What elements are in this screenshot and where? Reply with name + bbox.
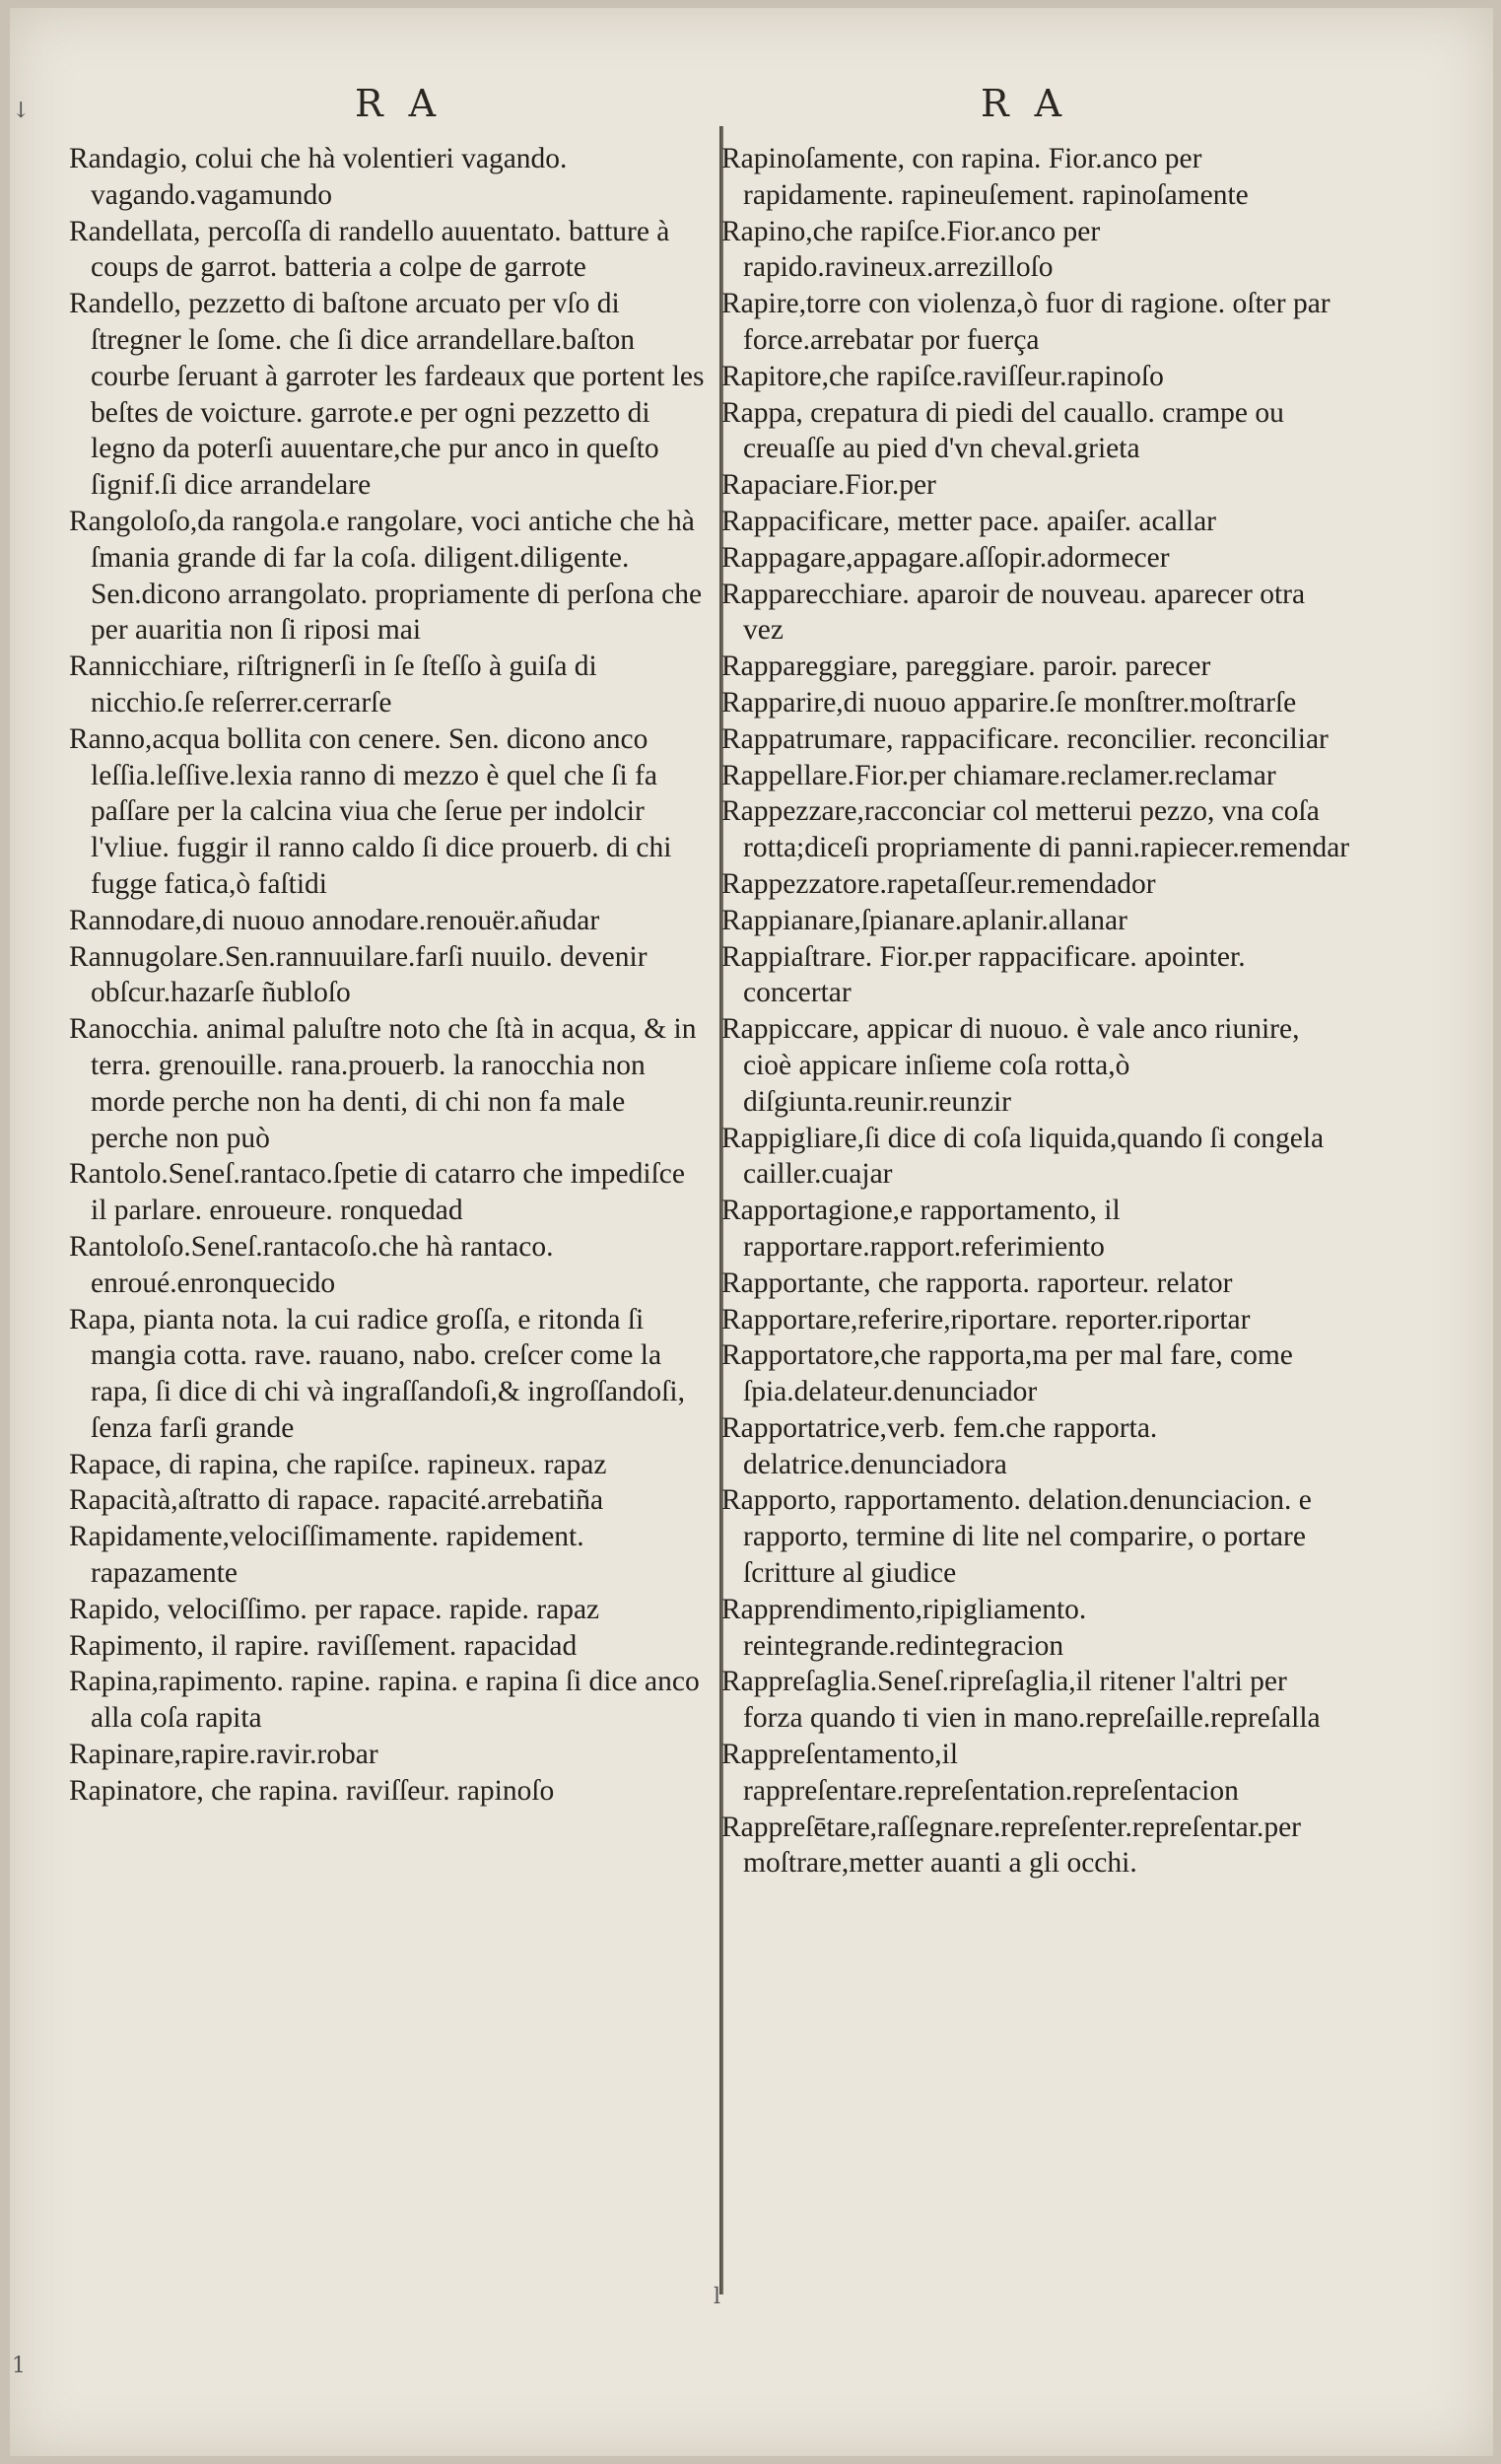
- dictionary-entry: Rapina,rapimento. rapine. rapina. e rapina ſi dice anco alla coſa rapita: [69, 1666, 700, 1735]
- dictionary-entry: Rapportante, che rapporta. raporteur. relator: [721, 1266, 1233, 1299]
- margin-mark-top: ↓: [12, 99, 31, 123]
- dictionary-entry: Rappagare,appagare.aſſopir.adormecer: [721, 541, 1170, 574]
- dictionary-entry: Rappiccare, appicar di nuouo. è vale anco riunire, cioè appicare inſieme coſa rotta,ò diſgiunta.reunir.reunzir: [721, 1013, 1300, 1118]
- dictionary-entry: Randagio, colui che hà volentieri vagando. vagando.vagamundo: [69, 143, 568, 211]
- dictionary-entry: Rapprendimento,ripigliamento. reintegrande.redintegracion: [721, 1593, 1087, 1662]
- dictionary-entry: Randellata, percoſſa di randello auuentato. batture à coups de garrot. batteria a colpe de garrote: [69, 215, 670, 284]
- dictionary-entry: Rapaciare.Fior.per: [721, 469, 936, 502]
- dictionary-entry: Rapimento, il rapire. raviſſement. rapacidad: [69, 1629, 578, 1662]
- dictionary-entry: Rapparire,di nuouo apparire.ſe monſtrer.moſtrarſe: [721, 686, 1297, 719]
- dictionary-entry: Rantolo.Seneſ.rantaco.ſpetie di catarro che impediſce il parlare. enroueure. ronquedad: [69, 1158, 685, 1227]
- dictionary-entry: Rapire,torre con violenza,ò fuor di ragione. oſter par force.arrebatar por fuerça: [721, 288, 1330, 356]
- dictionary-entry: Rapportagione,e rapportamento, il rapportare.rapport.referimiento: [721, 1195, 1121, 1263]
- dictionary-entry: Rappezzare,racconciar col metterui pezzo, vna coſa rotta;diceſi propriamente di panni.rapiecer.remendar: [721, 795, 1350, 864]
- dictionary-entry: Rapacità,aſtratto di rapace. rapacité.arrebatiña: [69, 1484, 604, 1517]
- dictionary-entry: Rappareggiare, pareggiare. paroir. parecer: [721, 650, 1211, 683]
- right-running-header: RA: [981, 82, 1088, 125]
- dictionary-entry: Rantoloſo.Seneſ.rantacoſo.che hà rantaco. enroué.enronquecido: [69, 1230, 554, 1299]
- dictionary-entry: Rapido, velociſſimo. per rapace. rapide. rapaz: [69, 1593, 600, 1625]
- dictionary-entry: Rapparecchiare. aparoir de nouveau. aparecer otra vez: [721, 578, 1306, 647]
- dictionary-entry: Randello, pezzetto di baſtone arcuato per vſo di ſtregner le ſome. che ſi dice arrandellare.baſton courbe ſeruant à garroter les fardeaux que portent les beſtes de voicture. garrote.e per ogni pezzetto di legno da poterſi auuentare,che pur anco in queſto ſignif.ſi dice arrandelare: [69, 288, 705, 502]
- dictionary-entry: Rappreſētare,raſſegnare.repreſenter.repreſentar.per moſtrare,metter auanti a gli occhi.: [721, 1811, 1301, 1880]
- dictionary-entry: Rannodare,di nuouo annodare.renouër.añudar: [69, 904, 600, 936]
- dictionary-entry: Rapporto, rapportamento. delation.denunciacion. e rapporto, termine di lite nel comparire, o portare ſcritture al giudice: [721, 1484, 1312, 1590]
- dictionary-entry: Rappellare.Fior.per chiamare.reclamer.reclamar: [721, 759, 1276, 791]
- dictionary-entry: Rappatrumare, rappacificare. reconcilier. reconciliar: [721, 722, 1329, 755]
- dictionary-entry: Rappianare,ſpianare.aplanir.allanar: [721, 904, 1127, 936]
- dictionary-entry: Rappreſentamento,il rappreſentare.repreſentation.repreſentacion: [721, 1739, 1239, 1807]
- dictionary-entry: Rapinare,rapire.ravir.robar: [69, 1739, 378, 1771]
- dictionary-entry: Rapino,che rapiſce.Fior.anco per rapido.ravineux.arrezilloſo: [721, 215, 1101, 284]
- dictionary-entry: Rannicchiare, riſtrignerſi in ſe ſteſſo à guiſa di nicchio.ſe reſerrer.cerrarſe: [69, 650, 597, 719]
- dictionary-entry: Rapa, pianta nota. la cui radice groſſa, e ritonda ſi mangia cotta. rave. rauano, nabo. creſcer come la rapa, ſi dice di chi và ingraſſandoſi,& ingroſſandoſi, ſenza farſi grande: [69, 1303, 685, 1444]
- dictionary-entry: Rappacificare, metter pace. apaiſer. acallar: [721, 505, 1216, 537]
- dictionary-entry: Ranno,acqua bollita con cenere. Sen. dicono anco leſſia.leſſive.lexia ranno di mezzo è quel che ſi fa paſſare per la calcina viua che ſerue per indolcir l'vliue. fuggir il ranno caldo ſi dice prouerb. di chi fugge fatica,ò faſtidi: [69, 722, 672, 900]
- dictionary-entry: Rappa, crepatura di piedi del cauallo. crampe ou creuaſſe au pied d'vn cheval.grieta: [721, 396, 1284, 465]
- dictionary-entry: Rapinoſamente, con rapina. Fior.anco per rapidamente. rapineuſement. rapinoſamente: [721, 143, 1249, 211]
- left-column: [69, 141, 705, 1810]
- dictionary-entry: Rannugolare.Sen.rannuuilare.farſi nuuilo. devenir obſcur.hazarſe ñubloſo: [69, 940, 648, 1009]
- gutter-mark: l: [714, 2285, 721, 2309]
- dictionary-entry: Rappreſaglia.Seneſ.ripreſaglia,il ritener l'altri per forza quando ti vien in mano.repreſaille.repreſalla: [721, 1666, 1321, 1735]
- dictionary-entry: Rappigliare,ſi dice di coſa liquida,quando ſi congela cailler.cuajar: [721, 1122, 1325, 1191]
- dictionary-entry: Rangoloſo,da rangola.e rangolare, voci antiche che hà ſmania grande di far la coſa. diligent.diligente. Sen.dicono arrangolato. propriamente di perſona che per auaritia non ſi riposi mai: [69, 505, 703, 647]
- dictionary-entry: Rappezzatore.rapetaſſeur.remendador: [721, 867, 1156, 900]
- dictionary-entry: Ranocchia. animal paluſtre noto che ſtà in acqua, & in terra. grenouille. rana.prouerb. la ranocchia non morde perche non ha denti, di chi non fa male perche non può: [69, 1013, 697, 1154]
- dictionary-entry: Rapace, di rapina, che rapiſce. rapineux. rapaz: [69, 1448, 607, 1480]
- margin-mark-bottom: 1: [12, 2354, 26, 2378]
- dictionary-entry: Rappiaſtrare. Fior.per rappacificare. apointer. concertar: [721, 940, 1246, 1009]
- right-column: [721, 141, 1352, 1882]
- dictionary-entry: Rapportatrice,verb. fem.che rapporta. delatrice.denunciadora: [721, 1411, 1158, 1480]
- dictionary-entry: Rapportare,referire,riportare. reporter.riportar: [721, 1303, 1251, 1335]
- dictionary-entry: Rapitore,che rapiſce.raviſſeur.rapinoſo: [721, 360, 1164, 392]
- dictionary-entry: Rapportatore,che rapporta,ma per mal fare, come ſpia.delateur.denunciador: [721, 1339, 1293, 1408]
- dictionary-entry: Rapidamente,velociſſimamente. rapidement. rapazamente: [69, 1521, 584, 1590]
- left-running-header: RA: [355, 82, 462, 125]
- dictionary-entry: Rapinatore, che rapina. raviſſeur. rapinoſo: [69, 1774, 555, 1807]
- dictionary-page: [10, 8, 1493, 2456]
